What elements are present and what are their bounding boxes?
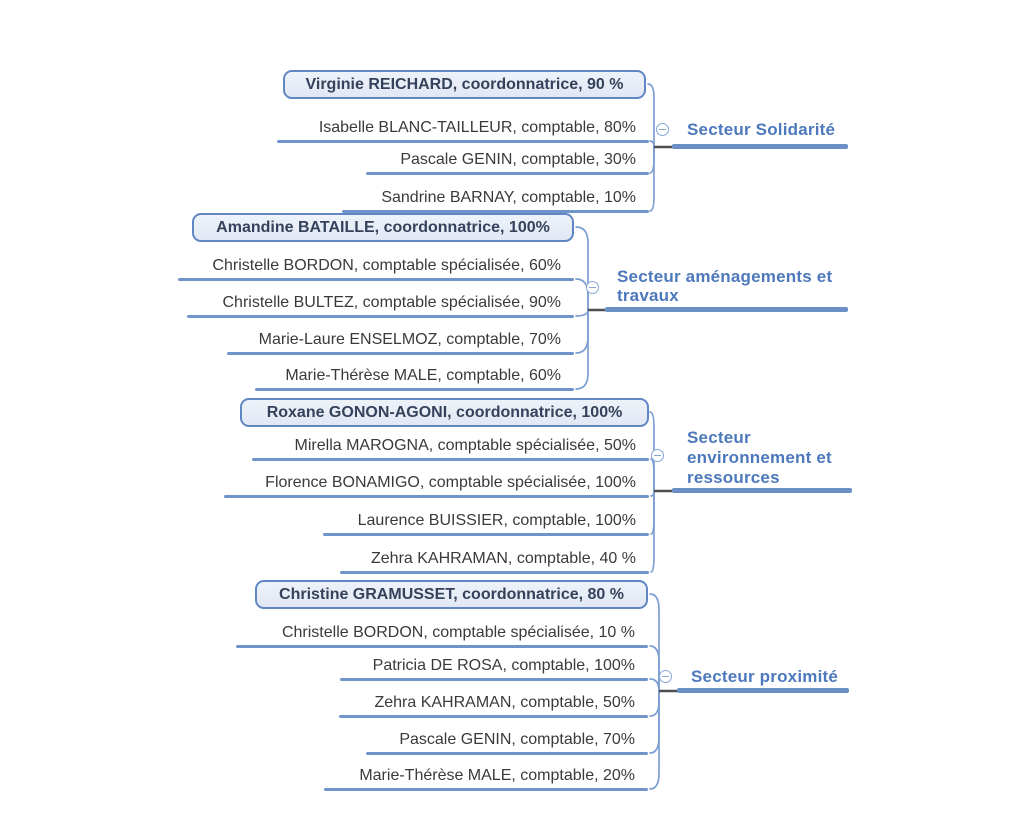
coordinator-label: Virginie REICHARD, coordonnatrice, 90 % [305,75,624,93]
sector-node[interactable] [617,267,852,305]
member-label: Zehra KAHRAMAN, comptable, 50% [374,694,635,711]
sector-label: Secteur environnement et ressources [687,428,832,487]
sector-underline-bar [672,144,848,149]
collapse-minus-icon[interactable] [651,449,664,462]
member-node[interactable] [323,507,649,536]
sector-node[interactable] [687,428,857,488]
member-node[interactable] [187,289,574,318]
collapse-minus-icon[interactable] [656,123,669,136]
member-node[interactable] [224,469,649,498]
sector-node[interactable] [691,667,901,687]
member-label: Florence BONAMIGO, comptable spécialisée, 100% [265,474,636,491]
member-label: Marie-Thérèse MALE, comptable, 20% [359,767,635,784]
edge-curve [650,141,654,147]
coordinator-label: Roxane GONON-AGONI, coordonnatrice, 100% [266,403,623,421]
member-label: Christelle BULTEZ, comptable spécialisée, 90% [222,294,561,311]
member-node[interactable] [366,726,648,755]
sector-underline-bar [672,488,852,493]
edge-curve [651,459,654,491]
coordinator-node[interactable] [192,213,574,242]
coordinator-node[interactable] [240,398,649,427]
sector-underline-bar [605,307,848,312]
member-label: Marie-Thérèse MALE, comptable, 60% [285,367,561,384]
member-node[interactable] [340,652,648,681]
sector-underline-bar [677,688,849,693]
edge-curve [576,310,588,316]
collapse-minus-icon[interactable] [586,281,599,294]
coordinator-label: Christine GRAMUSSET, coordonnatrice, 80 % [279,585,624,603]
member-node[interactable] [342,184,649,213]
edge-curve [650,691,659,716]
member-label: Laurence BUISSIER, comptable, 100% [357,512,636,529]
member-label: Marie-Laure ENSELMOZ, comptable, 70% [258,331,561,348]
member-node[interactable] [324,762,648,791]
member-node[interactable] [277,114,649,143]
edge-curve [576,310,588,389]
coordinator-node[interactable] [283,70,646,99]
member-label: Patricia DE ROSA, comptable, 100% [372,657,635,674]
member-label: Christelle BORDON, comptable spécialisée, 60% [212,257,561,274]
edge-curve [650,594,659,691]
member-label: Mirella MAROGNA, comptable spécialisée, 50% [294,437,636,454]
edge-curve [650,679,659,691]
coordinator-node[interactable] [255,580,648,609]
sector-label: Secteur Solidarité [687,120,836,139]
member-node[interactable] [340,545,649,574]
member-node[interactable] [178,252,574,281]
sector-label: Secteur aménagements et travaux [617,267,833,305]
member-node[interactable] [252,432,649,461]
member-node[interactable] [255,362,574,391]
member-label: Sandrine BARNAY, comptable, 10% [381,189,636,206]
member-label: Pascale GENIN, comptable, 30% [400,151,636,168]
member-node[interactable] [236,619,648,648]
edge-curve [576,227,588,310]
member-label: Pascale GENIN, comptable, 70% [399,731,635,748]
member-label: Isabelle BLANC-TAILLEUR, comptable, 80% [318,119,636,136]
sector-node[interactable] [687,120,857,140]
coordinator-label: Amandine BATAILLE, coordonnatrice, 100% [216,218,550,236]
member-label: Zehra KAHRAMAN, comptable, 40 % [371,550,636,567]
collapse-minus-icon[interactable] [659,670,672,683]
sector-label: Secteur proximité [691,667,839,686]
member-node[interactable] [227,326,574,355]
edge-curve [650,691,659,789]
edge-curve [650,691,659,753]
member-node[interactable] [339,689,648,718]
member-node[interactable] [366,146,649,175]
edge-curve [650,147,654,211]
member-label: Christelle BORDON, comptable spécialisée, 10 % [281,624,635,641]
